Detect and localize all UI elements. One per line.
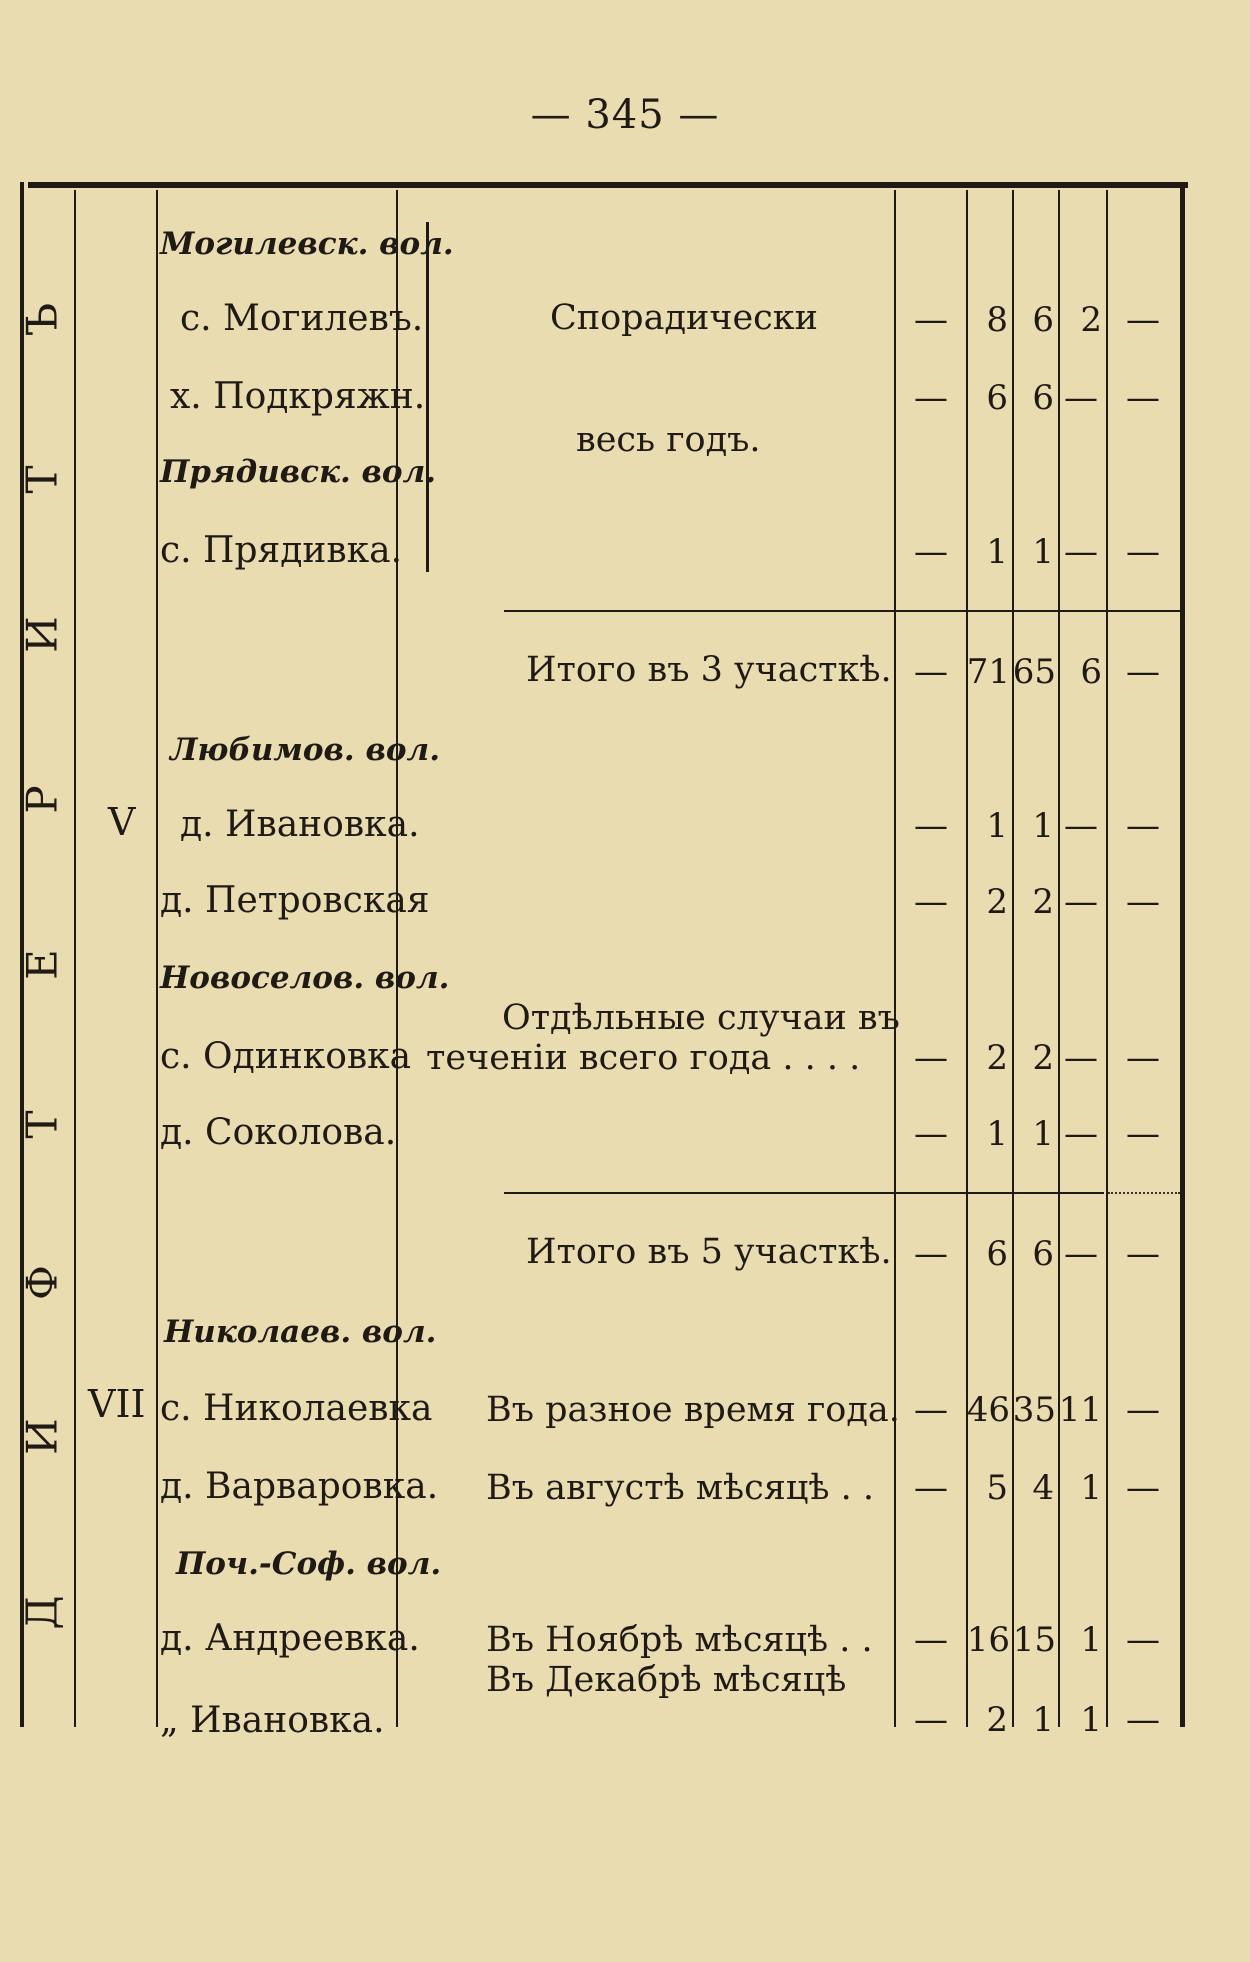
- col1: —: [914, 1700, 948, 1740]
- col3: 15: [1012, 1620, 1056, 1660]
- place-name: с. Одинковка: [160, 1036, 412, 1077]
- col5: —: [1126, 1234, 1160, 1274]
- col4: 1: [1080, 1700, 1102, 1740]
- title-letter: Т: [17, 465, 67, 494]
- col3: 65: [1012, 652, 1056, 692]
- col1: —: [914, 1114, 948, 1154]
- col3: 2: [1032, 882, 1054, 922]
- place-name: д. Варваровка.: [160, 1466, 439, 1507]
- col5: —: [1126, 1700, 1160, 1740]
- col1: —: [914, 378, 948, 418]
- col3: 6: [1032, 1234, 1054, 1274]
- col1: —: [914, 882, 948, 922]
- description: Въ Декабрѣ мѣсяцѣ: [486, 1660, 847, 1700]
- place-name: х. Подкряжн.: [170, 376, 426, 417]
- col5: —: [1126, 378, 1160, 418]
- col5: —: [1126, 882, 1160, 922]
- col4: —: [1064, 1038, 1098, 1078]
- col4: —: [1064, 806, 1098, 846]
- col2: 2: [986, 1700, 1008, 1740]
- description: весь годъ.: [576, 420, 761, 460]
- col3: 1: [1032, 806, 1054, 846]
- col2: 6: [986, 378, 1008, 418]
- col5: —: [1126, 1114, 1160, 1154]
- col3: 2: [1032, 1038, 1054, 1078]
- place-name: „ Ивановка.: [160, 1700, 385, 1741]
- col4: —: [1064, 1234, 1098, 1274]
- col1: —: [914, 1620, 948, 1660]
- col3: 1: [1032, 1700, 1054, 1740]
- description: Въ августѣ мѣсяцѣ . .: [486, 1468, 874, 1508]
- volost-name: Прядивск. вол.: [160, 454, 437, 490]
- subtotal-label: Итого въ 5 участкѣ.: [526, 1232, 892, 1272]
- volost-name: Любимов. вол.: [170, 732, 440, 768]
- col1: —: [914, 652, 948, 692]
- col5: —: [1126, 532, 1160, 572]
- district-number: VII: [88, 1382, 146, 1426]
- place-name: д. Соколова.: [160, 1112, 397, 1153]
- title-letter: Д: [17, 1595, 67, 1630]
- col2: 16: [966, 1620, 1010, 1660]
- title-letter: Р: [17, 785, 67, 814]
- place-name: д. Петровская: [160, 880, 430, 921]
- col2: 5: [986, 1468, 1008, 1508]
- col3: 6: [1032, 300, 1054, 340]
- col4: 11: [1058, 1390, 1102, 1430]
- col1: —: [914, 806, 948, 846]
- col1: —: [914, 1468, 948, 1508]
- col2: 71: [966, 652, 1010, 692]
- col4: —: [1064, 378, 1098, 418]
- description: Въ Ноябрѣ мѣсяцѣ . .: [486, 1620, 873, 1660]
- place-name: д. Ивановка.: [180, 804, 420, 845]
- column-rule: [74, 190, 76, 1727]
- col4: —: [1064, 532, 1098, 572]
- col5: —: [1126, 806, 1160, 846]
- col2: 46: [966, 1390, 1010, 1430]
- volost-name: Николаев. вол.: [164, 1314, 437, 1350]
- place-name: д. Андреевка.: [160, 1618, 420, 1659]
- description: теченіи всего года . . . .: [426, 1038, 861, 1078]
- place-name: с. Прядивка.: [160, 530, 403, 571]
- title-letter: Ъ: [17, 302, 67, 337]
- column-rule: [1106, 190, 1108, 1727]
- col2: 1: [986, 532, 1008, 572]
- col1: —: [914, 532, 948, 572]
- table-top-rule: [28, 182, 1188, 188]
- col2: 6: [986, 1234, 1008, 1274]
- col5: —: [1126, 652, 1160, 692]
- col2: 2: [986, 1038, 1008, 1078]
- col5: —: [1126, 300, 1160, 340]
- col4: 2: [1080, 300, 1102, 340]
- title-letter: И: [17, 616, 67, 653]
- col3: 6: [1032, 378, 1054, 418]
- col4: 1: [1080, 1620, 1102, 1660]
- col1: —: [914, 1234, 948, 1274]
- col5: —: [1126, 1390, 1160, 1430]
- description: Спорадически: [550, 298, 818, 338]
- col2: 2: [986, 882, 1008, 922]
- col2: 1: [986, 806, 1008, 846]
- col4: 1: [1080, 1468, 1102, 1508]
- col3: 35: [1012, 1390, 1056, 1430]
- district-number: V: [108, 800, 136, 844]
- title-letter: Ф: [17, 1265, 67, 1300]
- col5: —: [1126, 1038, 1160, 1078]
- col1: —: [914, 1038, 948, 1078]
- col4: —: [1064, 1114, 1098, 1154]
- subtotal-label: Итого въ 3 участкѣ.: [526, 650, 892, 690]
- col3: 4: [1032, 1468, 1054, 1508]
- title-letter: Е: [17, 949, 67, 980]
- page-number: — 345 —: [530, 92, 720, 138]
- column-rule: [156, 190, 158, 1727]
- place-name: с. Николаевка: [160, 1388, 433, 1429]
- col1: —: [914, 300, 948, 340]
- col1: —: [914, 1390, 948, 1430]
- title-letter: Т: [17, 1110, 67, 1139]
- col5: —: [1126, 1620, 1160, 1660]
- description: Въ разное время года.: [486, 1390, 900, 1430]
- title-letter: И: [17, 1418, 67, 1455]
- volost-name: Поч.-Соф. вол.: [176, 1546, 442, 1582]
- col3: 1: [1032, 1114, 1054, 1154]
- volost-name: Могилевск. вол.: [160, 226, 454, 262]
- col2: 1: [986, 1114, 1008, 1154]
- col4: —: [1064, 882, 1098, 922]
- col2: 8: [986, 300, 1008, 340]
- col5: —: [1126, 1468, 1160, 1508]
- subtotal-rule: [504, 610, 1180, 612]
- column-rule: [894, 190, 896, 1727]
- place-name: с. Могилевъ.: [180, 298, 424, 339]
- table-right-rule: [1180, 182, 1185, 1727]
- volost-name: Новоселов. вол.: [160, 960, 450, 996]
- col3: 1: [1032, 532, 1054, 572]
- subtotal-rule: [504, 1192, 1104, 1194]
- col4: 6: [1080, 652, 1102, 692]
- description: Отдѣльные случаи въ: [502, 998, 900, 1038]
- subtotal-rule-dotted: [1108, 1192, 1180, 1194]
